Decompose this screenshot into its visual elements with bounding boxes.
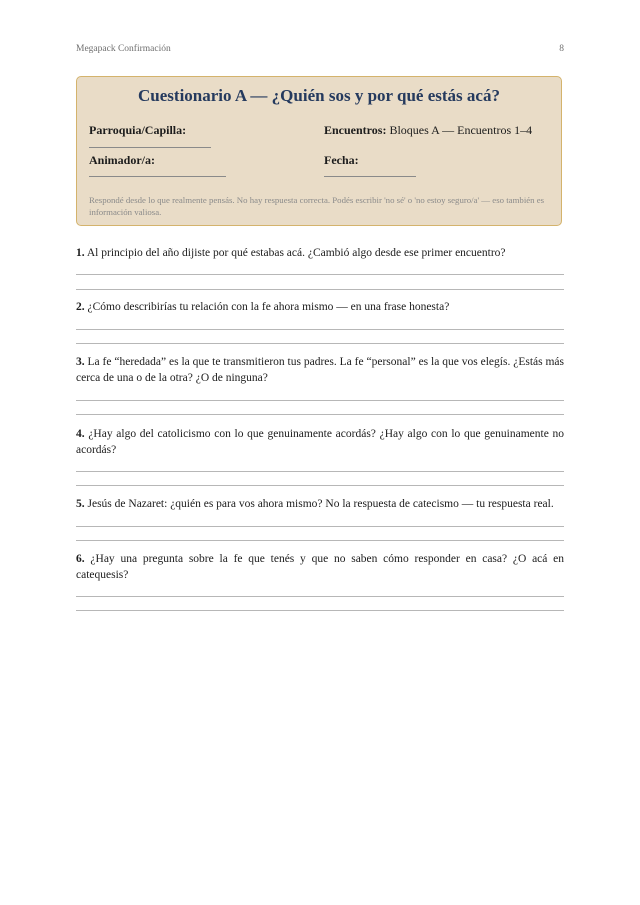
- question-text: La fe “heredada” es la que te transmitieron tus padres. La fe “personal” es la que vos elegís. ¿Estás más cerca de una o de la otra? ¿O de ninguna?: [76, 356, 565, 384]
- animador-label: Animador/a:: [89, 153, 155, 167]
- fecha-answer-line[interactable]: [324, 176, 416, 177]
- question-number: 1.: [76, 247, 85, 259]
- question-number: 5.: [76, 498, 85, 510]
- parroquia-label: Parroquia/Capilla:: [89, 123, 187, 137]
- question-6: [76, 551, 564, 583]
- fecha-field: [324, 153, 359, 168]
- question-text: ¿Hay una pregunta sobre la fe que tenés y que no saben cómo responder en casa? ¿O acá en catequesis?: [76, 553, 565, 581]
- answer-line[interactable]: [76, 596, 564, 597]
- question-text: Al principio del año dijiste por qué estabas acá. ¿Cambió algo desde ese primer encuentro?: [86, 247, 506, 259]
- page-number: 8: [559, 44, 564, 54]
- questionnaire-title: Cuestionario A — ¿Quién sos y por qué estás acá?: [138, 86, 500, 105]
- answer-line[interactable]: [76, 274, 564, 275]
- question-text: ¿Cómo describirías tu relación con la fe ahora mismo — en una frase honesta?: [87, 301, 450, 313]
- question-number: 3.: [76, 356, 85, 368]
- answer-line[interactable]: [76, 414, 564, 415]
- encuentros-field: [324, 123, 532, 138]
- answer-line[interactable]: [76, 610, 564, 611]
- question-2: [76, 299, 564, 315]
- answer-line[interactable]: [76, 540, 564, 541]
- parroquia-answer-line[interactable]: [89, 147, 211, 148]
- answer-line[interactable]: [76, 329, 564, 330]
- question-text: ¿Hay algo del catolicismo con lo que genuinamente acordás? ¿Hay algo con lo que genuinamente no acordás?: [76, 428, 564, 456]
- answer-line[interactable]: [76, 526, 564, 527]
- answer-line[interactable]: [76, 471, 564, 472]
- animador-field: [89, 153, 155, 168]
- parroquia-field: [89, 123, 186, 138]
- animador-answer-line[interactable]: [89, 176, 226, 177]
- question-text: Jesús de Nazaret: ¿quién es para vos ahora mismo? No la respuesta de catecismo — tu respuesta real.: [87, 498, 554, 510]
- document-title: Megapack Confirmación: [76, 44, 171, 54]
- encuentros-value: Bloques A — Encuentros 1–4: [389, 123, 533, 137]
- page-header: [76, 44, 564, 58]
- questionnaire-info-box: [76, 76, 562, 226]
- answer-line[interactable]: [76, 485, 564, 486]
- question-number: 6.: [76, 553, 85, 565]
- question-4: [76, 426, 564, 458]
- question-1: [76, 245, 564, 261]
- instructions-note: Respondé desde lo que realmente pensás. No hay respuesta correcta. Podés escribir 'no sé' o 'no estoy seguro/a' — eso también es información valiosa.: [89, 195, 545, 217]
- question-3: [76, 354, 564, 386]
- question-number: 2.: [76, 301, 85, 313]
- answer-line[interactable]: [76, 289, 564, 290]
- fecha-label: Fecha:: [324, 153, 359, 167]
- encuentros-label: Encuentros:: [324, 123, 387, 137]
- answer-line[interactable]: [76, 400, 564, 401]
- answer-line[interactable]: [76, 343, 564, 344]
- question-number: 4.: [76, 428, 85, 440]
- question-5: [76, 496, 564, 512]
